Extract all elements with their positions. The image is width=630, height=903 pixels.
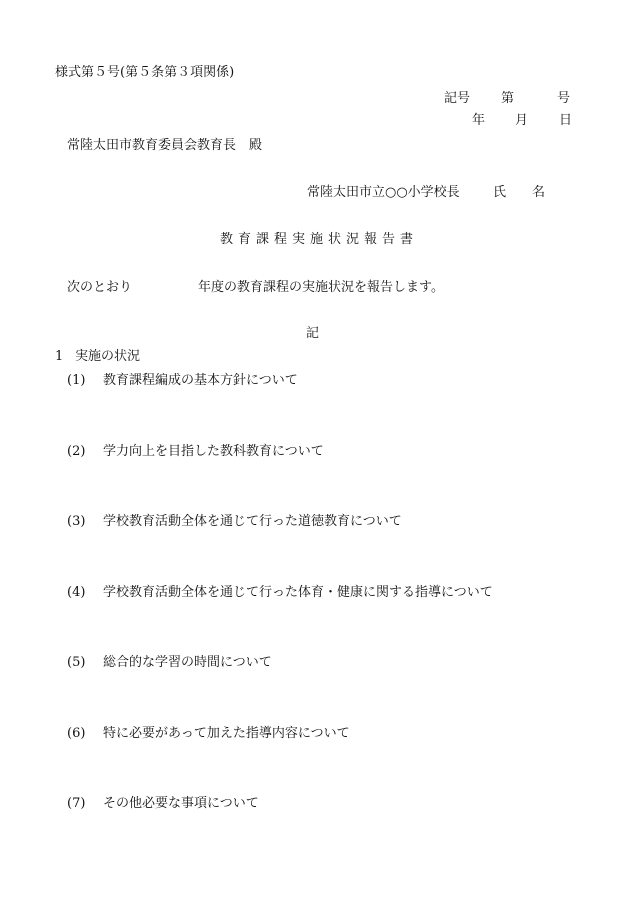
item-number: (5) <box>67 655 86 670</box>
ki-heading: 記 <box>306 326 320 341</box>
item-text: 特に必要があって加えた指導内容について <box>103 726 350 741</box>
date-year: 年 <box>472 113 486 128</box>
record-go: 号 <box>557 91 571 106</box>
item-text: 総合的な学習の時間について <box>103 655 272 670</box>
section-heading: 実施の状況 <box>75 349 141 364</box>
record-label: 記号 <box>444 91 471 106</box>
item-number: (2) <box>67 444 86 459</box>
sender-name-label: 氏 名 <box>493 185 546 200</box>
item-number: (6) <box>67 726 86 741</box>
item-number: (1) <box>67 373 86 388</box>
record-dai: 第 <box>501 91 515 106</box>
intro-prefix: 次のとおり <box>67 280 133 295</box>
date-day: 日 <box>559 113 573 128</box>
item-text: 学校教育活動全体を通じて行った道徳教育について <box>103 514 402 529</box>
item-text: 学力向上を目指した教科教育について <box>103 444 324 459</box>
sender-school: 常陸太田市立○○小学校長 <box>307 185 460 200</box>
section-number: 1 <box>55 349 64 364</box>
addressee: 常陸太田市教育委員会教育長 殿 <box>67 138 263 153</box>
item-text: 教育課程編成の基本方針について <box>103 373 298 388</box>
intro-suffix: 年度の教育課程の実施状況を報告します。 <box>198 280 444 295</box>
item-number: (7) <box>67 796 86 811</box>
item-number: (4) <box>67 585 86 600</box>
document-title: 教育課程実施状況報告書 <box>220 232 419 247</box>
item-text: その他必要な事項について <box>103 796 259 811</box>
item-text: 学校教育活動全体を通じて行った体育・健康に関する指導について <box>103 585 493 600</box>
item-number: (3) <box>67 514 86 529</box>
form-id: 様式第５号(第５条第３項関係) <box>55 65 235 80</box>
date-month: 月 <box>515 113 529 128</box>
